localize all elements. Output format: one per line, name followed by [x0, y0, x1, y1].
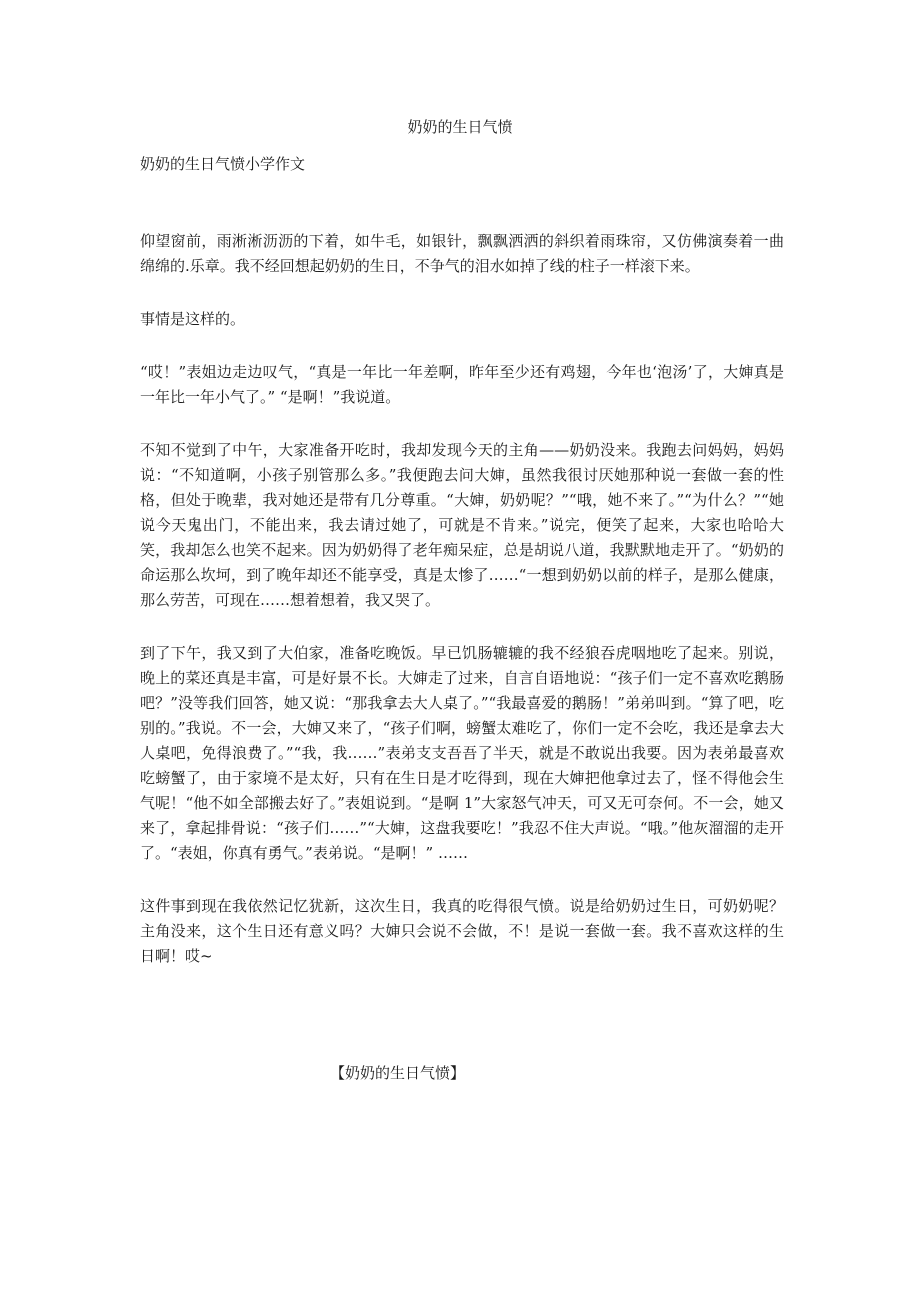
paragraph-6: 这件事到现在我依然记忆犹新，这次生日，我真的吃得很气愤。说是给奶奶过生日，可奶奶呢？主角没来，这个生日还有意义吗？大婶只会说不会做，不！是说一套做一套。我不喜欢这样的生日啊！哎~ [140, 897, 784, 965]
footer-title: 【奶奶的生日气愤】 [330, 1064, 466, 1082]
page-title: 奶奶的生日气愤 [407, 118, 513, 136]
paragraph-3: “哎！”表姐边走边叹气，“真是一年比一年差啊，昨年至少还有鸡翅，今年也‘泡汤’了，大婶真是一年比一年小气了。” “是啊！”我说道。 [140, 363, 784, 406]
page-subtitle: 奶奶的生日气愤小学作文 [140, 155, 306, 173]
paragraph-2: 事情是这样的。 [140, 310, 246, 328]
article-body [140, 229, 784, 997]
paragraph-5: 到了下午，我又到了大伯家，准备吃晚饭。早已饥肠辘辘的我不经狼吞虎咽地吃了起来。别说，晚上的菜还真是丰富，可是好景不长。大婶走了过来，自言自语地说：“孩子们一定不喜欢吃鹅肠吧？”没等我们回答，她又说：“那我拿去大人桌了。”“我最喜爱的鹅肠！”弟弟叫到。“算了吧，吃别的。”我说。不一会，大婶又来了，“孩子们啊，螃蟹太难吃了，你们一定不会吃，我还是拿去大人桌吧，免得浪费了。”“我，我……”表弟支支吾吾了半天，就是不敢说出我要。因为表弟最喜欢吃螃蟹了，由于家境不是太好，只有在生日是才吃得到，现在大婶把他拿过去了，怪不得他会生气呢！“他不如全部搬去好了。”表姐说到。“是啊 1”大家怒气冲天，可又无可奈何。不一会，她又来了，拿起排骨说：“孩子们……”“大婶，这盘我要吃！”我忍不住大声说。“哦。”他灰溜溜的走开了。“表姐，你真有勇气。”表弟说。“是啊！” …… [140, 644, 784, 862]
paragraph-4: 不知不觉到了中午，大家准备开吃时，我却发现今天的主角——奶奶没来。我跑去问妈妈，妈妈说：“不知道啊，小孩子别管那么多。”我便跑去问大婶，虽然我很讨厌她那种说一套做一套的性格，但处于晚辈，我对她还是带有几分尊重。“大婶，奶奶呢？”“哦，她不来了。”“为什么？”“她说今天鬼出门，不能出来，我去请过她了，可就是不肯来。”说完，便笑了起来，大家也哈哈大笑，我却怎么也笑不起来。因为奶奶得了老年痴呆症，总是胡说八道，我默默地走开了。“奶奶的命运那么坎坷，到了晚年却还不能享受，真是太惨了……“一想到奶奶以前的样子，是那么健康，那么劳苦，可现在……想着想着，我又哭了。 [140, 441, 784, 609]
paragraph-1: 仰望窗前，雨淅淅沥沥的下着，如牛毛，如银针，飘飘洒洒的斜织着雨珠帘，又仿佛演奏着一曲绵绵的.乐章。我不经回想起奶奶的生日，不争气的泪水如掉了线的柱子一样滚下来。 [140, 232, 784, 275]
